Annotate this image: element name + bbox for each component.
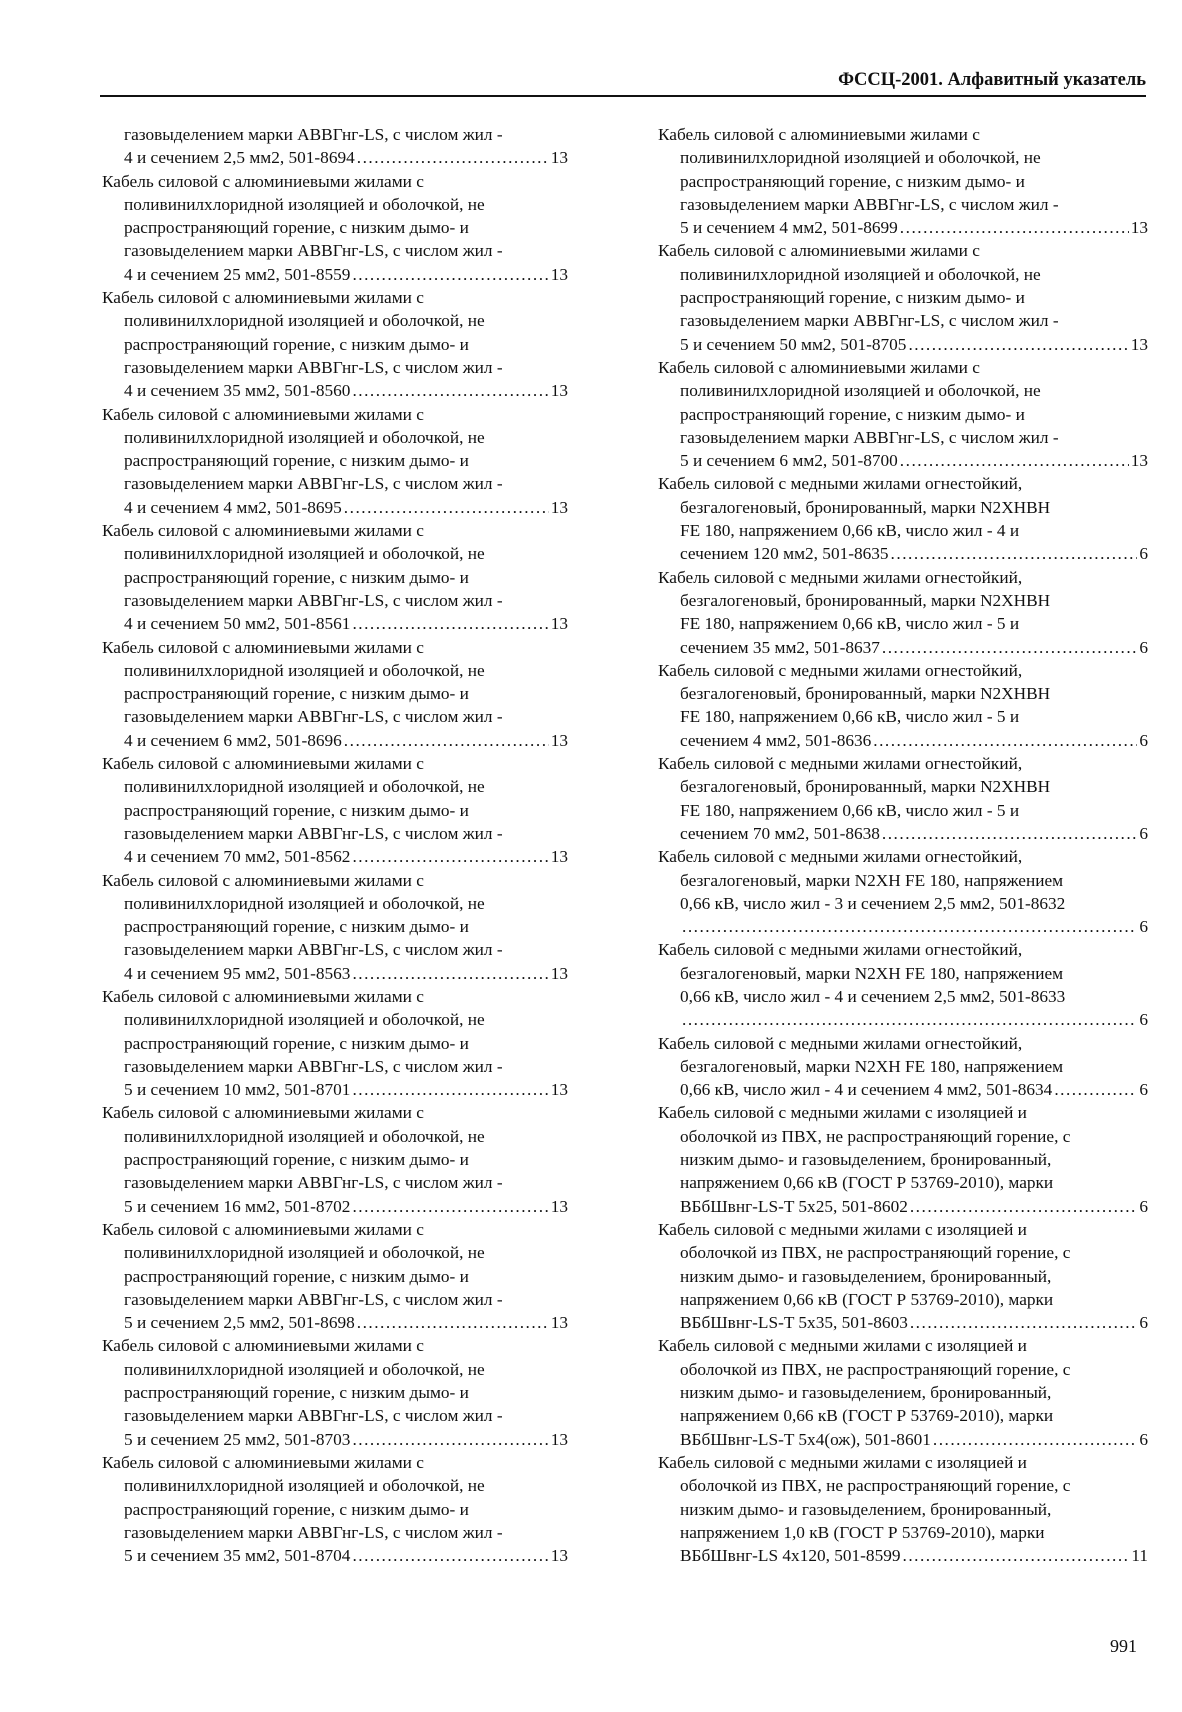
- entry-line: распространяющий горение, с низким дымо- и: [124, 1266, 469, 1286]
- entry-line: газовыделением марки АВВГнг-LS, с числом жил -: [124, 125, 503, 144]
- entry-line: распространяющий горение, с низким дымо- и: [124, 1150, 469, 1170]
- entry-line: напряжением 0,66 кВ (ГОСТ Р 53769-2010), марки: [680, 1289, 1054, 1309]
- entry-page-number: 6: [1139, 1313, 1148, 1333]
- entry-tail: [102, 1311, 568, 1334]
- dot-leader: [908, 333, 1128, 356]
- entry-tail: [658, 915, 1148, 938]
- entry-tail-text: 5 и сечением 16 мм2, 501-8702: [124, 1196, 351, 1216]
- index-entry: [658, 123, 1148, 239]
- entry-line: газовыделением марки АВВГнг-LS, с числом жил -: [124, 940, 503, 960]
- entry-line: распространяющий горение, с низким дымо- и: [124, 1033, 469, 1053]
- entry-line: FE 180, напряжением 0,66 кВ, число жил - 4 и: [680, 521, 1020, 541]
- right-column: [658, 123, 1148, 1567]
- dot-leader: [352, 1078, 548, 1101]
- entry-page-number: 13: [550, 730, 568, 750]
- entry-heading-line: Кабель силовой с медными жилами огнестойкий,: [658, 940, 1023, 960]
- entry-heading-line: Кабель силовой с медными жилами огнестойкий,: [658, 567, 1023, 587]
- dot-leader: [910, 1195, 1138, 1218]
- entry-line: газовыделением марки АВВГнг-LS, с числом жил -: [680, 194, 1059, 214]
- entry-heading-line: Кабель силовой с медными жилами с изоляцией и: [658, 1452, 1027, 1472]
- dot-leader: [352, 845, 548, 868]
- entry-heading-line: Кабель силовой с медными жилами огнестойкий,: [658, 847, 1023, 867]
- entry-line: напряжением 0,66 кВ (ГОСТ Р 53769-2010), марки: [680, 1406, 1054, 1426]
- dot-leader: [352, 1195, 548, 1218]
- entry-page-number: 6: [1139, 823, 1148, 843]
- entry-line: поливинилхлоридной изоляцией и оболочкой, не: [124, 777, 485, 797]
- dot-leader: [873, 729, 1137, 752]
- entry-line: низким дымо- и газовыделением, бронированный,: [680, 1499, 1052, 1519]
- entry-page-number: 11: [1131, 1546, 1148, 1566]
- left-column: [102, 123, 568, 1567]
- index-entry: [658, 1451, 1148, 1567]
- entry-page-number: 13: [550, 381, 568, 401]
- entry-heading-line: Кабель силовой с алюминиевыми жилами с: [658, 357, 980, 377]
- entry-page-number: 6: [1139, 1080, 1148, 1100]
- entry-line: газовыделением марки АВВГнг-LS, с числом жил -: [124, 1406, 503, 1426]
- entry-tail: [658, 1008, 1148, 1031]
- dot-leader: [682, 1008, 1137, 1031]
- entry-page-number: 13: [550, 148, 568, 168]
- entry-tail: [102, 496, 568, 519]
- dot-leader: [891, 542, 1138, 565]
- entry-page-number: 13: [550, 847, 568, 867]
- index-entry: [102, 123, 568, 170]
- entry-page-number: 6: [1139, 637, 1148, 657]
- entry-tail: [658, 449, 1148, 472]
- entry-tail-text: ВБбШвнг-LS-T 5x25, 501-8602: [680, 1196, 908, 1216]
- entry-line: оболочкой из ПВХ, не распространяющий горение, с: [680, 1359, 1071, 1379]
- entry-tail-text: 5 и сечением 50 мм2, 501-8705: [680, 334, 907, 354]
- entry-line: поливинилхлоридной изоляцией и оболочкой, не: [124, 1126, 485, 1146]
- entry-heading-line: Кабель силовой с алюминиевыми жилами с: [102, 754, 424, 774]
- entry-line: распространяющий горение, с низким дымо- и: [124, 218, 469, 238]
- dot-leader: [933, 1428, 1137, 1451]
- entry-line: FE 180, напряжением 0,66 кВ, число жил - 5 и: [680, 614, 1020, 634]
- dot-leader: [344, 496, 549, 519]
- entry-line: поливинилхлоридной изоляцией и оболочкой, не: [124, 893, 485, 913]
- entry-page-number: 6: [1139, 1429, 1148, 1449]
- entry-line: безгалогеновый, марки N2XH FE 180, напряжением: [680, 1056, 1064, 1076]
- entry-tail-text: сечением 4 мм2, 501-8636: [680, 730, 872, 750]
- dot-leader: [352, 962, 548, 985]
- entry-page-number: 6: [1139, 1010, 1148, 1030]
- entry-line: распространяющий горение, с низким дымо- и: [680, 288, 1025, 308]
- entry-tail-text: 4 и сечением 2,5 мм2, 501-8694: [124, 148, 355, 168]
- entry-page-number: 13: [550, 264, 568, 284]
- dot-leader: [1054, 1078, 1137, 1101]
- entry-tail: [102, 1078, 568, 1101]
- index-entry: [658, 1334, 1148, 1450]
- index-entry: [658, 1101, 1148, 1217]
- entry-tail: [102, 845, 568, 868]
- entry-heading-line: Кабель силовой с медными жилами огнестойкий,: [658, 474, 1023, 494]
- entry-line: безгалогеновый, бронированный, марки N2XHBH: [680, 684, 1051, 704]
- entry-line: низким дымо- и газовыделением, бронированный,: [680, 1266, 1052, 1286]
- entry-tail: [102, 729, 568, 752]
- entry-page-number: 13: [550, 963, 568, 983]
- dot-leader: [357, 1311, 549, 1334]
- index-entry: [102, 1101, 568, 1217]
- entry-tail-text: 4 и сечением 50 мм2, 501-8561: [124, 614, 351, 634]
- entry-page-number: 13: [1130, 451, 1148, 471]
- entry-tail: [658, 1195, 1148, 1218]
- index-entry: [658, 938, 1148, 1031]
- entry-tail-text: 4 и сечением 95 мм2, 501-8563: [124, 963, 351, 983]
- entry-heading-line: Кабель силовой с алюминиевыми жилами с: [102, 288, 424, 308]
- entry-line: газовыделением марки АВВГнг-LS, с числом жил -: [680, 311, 1059, 331]
- entry-line: распространяющий горение, с низким дымо- и: [680, 404, 1025, 424]
- index-entry: [658, 472, 1148, 565]
- page-number: 991: [1110, 1636, 1137, 1656]
- entry-line: безгалогеновый, бронированный, марки N2XHBH: [680, 497, 1051, 517]
- dot-leader: [682, 915, 1137, 938]
- dot-leader: [352, 379, 548, 402]
- entry-heading-line: Кабель силовой с алюминиевыми жилами с: [102, 171, 424, 191]
- entry-tail-text: сечением 70 мм2, 501-8638: [680, 823, 880, 843]
- index-entry: [102, 1451, 568, 1567]
- entry-line: безгалогеновый, марки N2XH FE 180, напряжением: [680, 963, 1064, 983]
- entry-line: поливинилхлоридной изоляцией и оболочкой, не: [124, 1243, 485, 1263]
- index-entry: [658, 1218, 1148, 1334]
- entry-page-number: 13: [550, 1313, 568, 1333]
- entry-heading-line: Кабель силовой с алюминиевыми жилами с: [658, 125, 980, 144]
- entry-tail-text: 5 и сечением 10 мм2, 501-8701: [124, 1080, 351, 1100]
- entry-heading-line: Кабель силовой с медными жилами с изоляцией и: [658, 1103, 1027, 1123]
- entry-heading-line: Кабель силовой с алюминиевыми жилами с: [102, 1219, 424, 1239]
- entry-line: распространяющий горение, с низким дымо- и: [124, 800, 469, 820]
- entry-tail: [102, 962, 568, 985]
- entry-heading-line: Кабель силовой с алюминиевыми жилами с: [102, 637, 424, 657]
- entry-line: распространяющий горение, с низким дымо- и: [124, 1499, 469, 1519]
- index-entry: [102, 170, 568, 286]
- dot-leader: [352, 612, 548, 635]
- entry-tail-text: 4 и сечением 70 мм2, 501-8562: [124, 847, 351, 867]
- entry-page-number: 13: [550, 1546, 568, 1566]
- entry-line: распространяющий горение, с низким дымо- и: [124, 334, 469, 354]
- index-entry: [102, 869, 568, 985]
- dot-leader: [352, 1428, 548, 1451]
- header-title: ФССЦ-2001. Алфавитный указатель: [838, 70, 1146, 90]
- entry-line: FE 180, напряжением 0,66 кВ, число жил - 5 и: [680, 800, 1020, 820]
- entry-tail-text: 4 и сечением 4 мм2, 501-8695: [124, 497, 342, 517]
- index-entry: [658, 1032, 1148, 1102]
- index-entry: [658, 659, 1148, 752]
- entry-tail-text: 5 и сечением 4 мм2, 501-8699: [680, 218, 898, 238]
- dot-leader: [903, 1544, 1130, 1567]
- entry-heading-line: Кабель силовой с медными жилами с изоляцией и: [658, 1219, 1027, 1239]
- entry-tail: [658, 216, 1148, 239]
- entry-tail: [102, 612, 568, 635]
- entry-tail: [102, 1195, 568, 1218]
- entry-heading-line: Кабель силовой с медными жилами огнестойкий,: [658, 1033, 1023, 1053]
- entry-line: газовыделением марки АВВГнг-LS, с числом жил -: [680, 427, 1059, 447]
- entry-line: распространяющий горение, с низким дымо- и: [124, 917, 469, 937]
- entry-page-number: 13: [550, 1429, 568, 1449]
- entry-line: поливинилхлоридной изоляцией и оболочкой, не: [124, 1476, 485, 1496]
- entry-line: напряжением 1,0 кВ (ГОСТ Р 53769-2010), марки: [680, 1522, 1045, 1542]
- entry-line: 0,66 кВ, число жил - 4 и сечением 2,5 мм2, 501-8633: [680, 986, 1066, 1006]
- entry-line: газовыделением марки АВВГнг-LS, с числом жил -: [124, 357, 503, 377]
- entry-line: газовыделением марки АВВГнг-LS, с числом жил -: [124, 1289, 503, 1309]
- entry-line: поливинилхлоридной изоляцией и оболочкой, не: [124, 544, 485, 564]
- entry-line: поливинилхлоридной изоляцией и оболочкой, не: [124, 1359, 485, 1379]
- entry-tail-text: 4 и сечением 35 мм2, 501-8560: [124, 381, 351, 401]
- dot-leader: [357, 146, 549, 169]
- entry-tail: [658, 1428, 1148, 1451]
- entry-line: безгалогеновый, марки N2XH FE 180, напряжением: [680, 870, 1064, 890]
- entry-heading-line: Кабель силовой с алюминиевыми жилами с: [102, 1452, 424, 1472]
- entry-line: оболочкой из ПВХ, не распространяющий горение, с: [680, 1243, 1071, 1263]
- entry-tail-text: 5 и сечением 35 мм2, 501-8704: [124, 1546, 351, 1566]
- entry-tail-text: ВБбШвнг-LS 4x120, 501-8599: [680, 1546, 901, 1566]
- index-entry: [658, 356, 1148, 472]
- entry-tail-text: ВБбШвнг-LS-T 5x4(ож), 501-8601: [680, 1429, 931, 1449]
- entry-heading-line: Кабель силовой с алюминиевыми жилами с: [102, 1103, 424, 1123]
- entry-line: безгалогеновый, бронированный, марки N2XHBH: [680, 777, 1051, 797]
- entry-tail: [658, 729, 1148, 752]
- index-entry: [102, 985, 568, 1101]
- entry-heading-line: Кабель силовой с медными жилами огнестойкий,: [658, 660, 1023, 680]
- entry-line: оболочкой из ПВХ, не распространяющий горение, с: [680, 1476, 1071, 1496]
- dot-leader: [352, 1544, 548, 1567]
- entry-tail: [658, 333, 1148, 356]
- entry-line: газовыделением марки АВВГнг-LS, с числом жил -: [124, 1056, 503, 1076]
- entry-page-number: 6: [1139, 917, 1148, 937]
- dot-leader: [910, 1311, 1138, 1334]
- entry-page-number: 13: [550, 1080, 568, 1100]
- entry-tail-text: 0,66 кВ, число жил - 4 и сечением 4 мм2, 501-8634: [680, 1080, 1053, 1100]
- entry-line: газовыделением марки АВВГнг-LS, с числом жил -: [124, 707, 503, 727]
- entry-line: поливинилхлоридной изоляцией и оболочкой, не: [124, 1010, 485, 1030]
- entry-line: безгалогеновый, бронированный, марки N2XHBH: [680, 590, 1051, 610]
- entry-line: газовыделением марки АВВГнг-LS, с числом жил -: [124, 590, 503, 610]
- entry-line: поливинилхлоридной изоляцией и оболочкой, не: [124, 311, 485, 331]
- entry-line: поливинилхлоридной изоляцией и оболочкой, не: [124, 660, 485, 680]
- entry-tail-text: 4 и сечением 6 мм2, 501-8696: [124, 730, 342, 750]
- entry-line: газовыделением марки АВВГнг-LS, с числом жил -: [124, 823, 503, 843]
- index-entry: [102, 1218, 568, 1334]
- entry-page-number: 6: [1139, 544, 1148, 564]
- entry-tail: [658, 636, 1148, 659]
- index-entry: [658, 566, 1148, 659]
- entry-line: поливинилхлоридной изоляцией и оболочкой, не: [124, 194, 485, 214]
- entry-line: оболочкой из ПВХ, не распространяющий горение, с: [680, 1126, 1071, 1146]
- entry-tail-text: 5 и сечением 25 мм2, 501-8703: [124, 1429, 351, 1449]
- entry-tail: [102, 1544, 568, 1567]
- entry-tail-text: сечением 120 мм2, 501-8635: [680, 544, 889, 564]
- entry-tail-text: 5 и сечением 2,5 мм2, 501-8698: [124, 1313, 355, 1333]
- entry-tail: [102, 379, 568, 402]
- entry-heading-line: Кабель силовой с медными жилами с изоляцией и: [658, 1336, 1027, 1356]
- entry-page-number: 6: [1139, 1196, 1148, 1216]
- entry-page-number: 13: [550, 614, 568, 634]
- index-entry: [102, 752, 568, 868]
- entry-line: 0,66 кВ, число жил - 3 и сечением 2,5 мм2, 501-8632: [680, 893, 1066, 913]
- page-header: [100, 70, 1146, 97]
- entry-heading-line: Кабель силовой с медными жилами огнестойкий,: [658, 754, 1023, 774]
- entry-tail: [658, 542, 1148, 565]
- entry-tail: [658, 1311, 1148, 1334]
- entry-line: низким дымо- и газовыделением, бронированный,: [680, 1150, 1052, 1170]
- index-entry: [102, 286, 568, 402]
- entry-line: распространяющий горение, с низким дымо- и: [124, 567, 469, 587]
- entry-heading-line: Кабель силовой с алюминиевыми жилами с: [102, 986, 424, 1006]
- dot-leader: [900, 216, 1129, 239]
- entry-tail-text: 4 и сечением 25 мм2, 501-8559: [124, 264, 351, 284]
- entry-tail-text: 5 и сечением 6 мм2, 501-8700: [680, 451, 898, 471]
- entry-page-number: 6: [1139, 730, 1148, 750]
- entry-page-number: 13: [1130, 218, 1148, 238]
- entry-tail-text: сечением 35 мм2, 501-8637: [680, 637, 880, 657]
- entry-tail: [102, 1428, 568, 1451]
- entry-line: поливинилхлоридной изоляцией и оболочкой, не: [680, 264, 1041, 284]
- entry-line: распространяющий горение, с низким дымо- и: [680, 171, 1025, 191]
- dot-leader: [352, 263, 548, 286]
- index-entry: [102, 1334, 568, 1450]
- entry-line: низким дымо- и газовыделением, бронированный,: [680, 1383, 1052, 1403]
- entry-line: газовыделением марки АВВГнг-LS, с числом жил -: [124, 474, 503, 494]
- index-entry: [658, 239, 1148, 355]
- entry-tail: [658, 1544, 1148, 1567]
- entry-line: поливинилхлоридной изоляцией и оболочкой, не: [680, 381, 1041, 401]
- entry-page-number: 13: [1130, 334, 1148, 354]
- index-entry: [658, 845, 1148, 938]
- entry-heading-line: Кабель силовой с алюминиевыми жилами с: [102, 521, 424, 541]
- entry-heading-line: Кабель силовой с алюминиевыми жилами с: [658, 241, 980, 261]
- entry-heading-line: Кабель силовой с алюминиевыми жилами с: [102, 1336, 424, 1356]
- entry-heading-line: Кабель силовой с алюминиевыми жилами с: [102, 870, 424, 890]
- entry-line: поливинилхлоридной изоляцией и оболочкой, не: [680, 148, 1041, 168]
- entry-page-number: 13: [550, 497, 568, 517]
- entry-line: газовыделением марки АВВГнг-LS, с числом жил -: [124, 241, 503, 261]
- index-entry: [102, 403, 568, 519]
- dot-leader: [882, 636, 1137, 659]
- index-entry: [658, 752, 1148, 845]
- entry-line: распространяющий горение, с низким дымо- и: [124, 1383, 469, 1403]
- entry-line: напряжением 0,66 кВ (ГОСТ Р 53769-2010), марки: [680, 1173, 1054, 1193]
- entry-tail: [658, 1078, 1148, 1101]
- dot-leader: [900, 449, 1129, 472]
- entry-line: поливинилхлоридной изоляцией и оболочкой, не: [124, 427, 485, 447]
- entry-tail-text: ВБбШвнг-LS-T 5x35, 501-8603: [680, 1313, 908, 1333]
- dot-leader: [344, 729, 549, 752]
- entry-line: распространяющий горение, с низким дымо- и: [124, 451, 469, 471]
- entry-heading-line: Кабель силовой с алюминиевыми жилами с: [102, 404, 424, 424]
- index-entry: [102, 519, 568, 635]
- entry-page-number: 13: [550, 1196, 568, 1216]
- entry-tail: [102, 263, 568, 286]
- entry-line: распространяющий горение, с низким дымо- и: [124, 684, 469, 704]
- entry-tail: [658, 822, 1148, 845]
- entry-line: газовыделением марки АВВГнг-LS, с числом жил -: [124, 1522, 503, 1542]
- entry-tail: [102, 146, 568, 169]
- index-entry: [102, 636, 568, 752]
- entry-line: FE 180, напряжением 0,66 кВ, число жил - 5 и: [680, 707, 1020, 727]
- entry-line: газовыделением марки АВВГнг-LS, с числом жил -: [124, 1173, 503, 1193]
- dot-leader: [882, 822, 1137, 845]
